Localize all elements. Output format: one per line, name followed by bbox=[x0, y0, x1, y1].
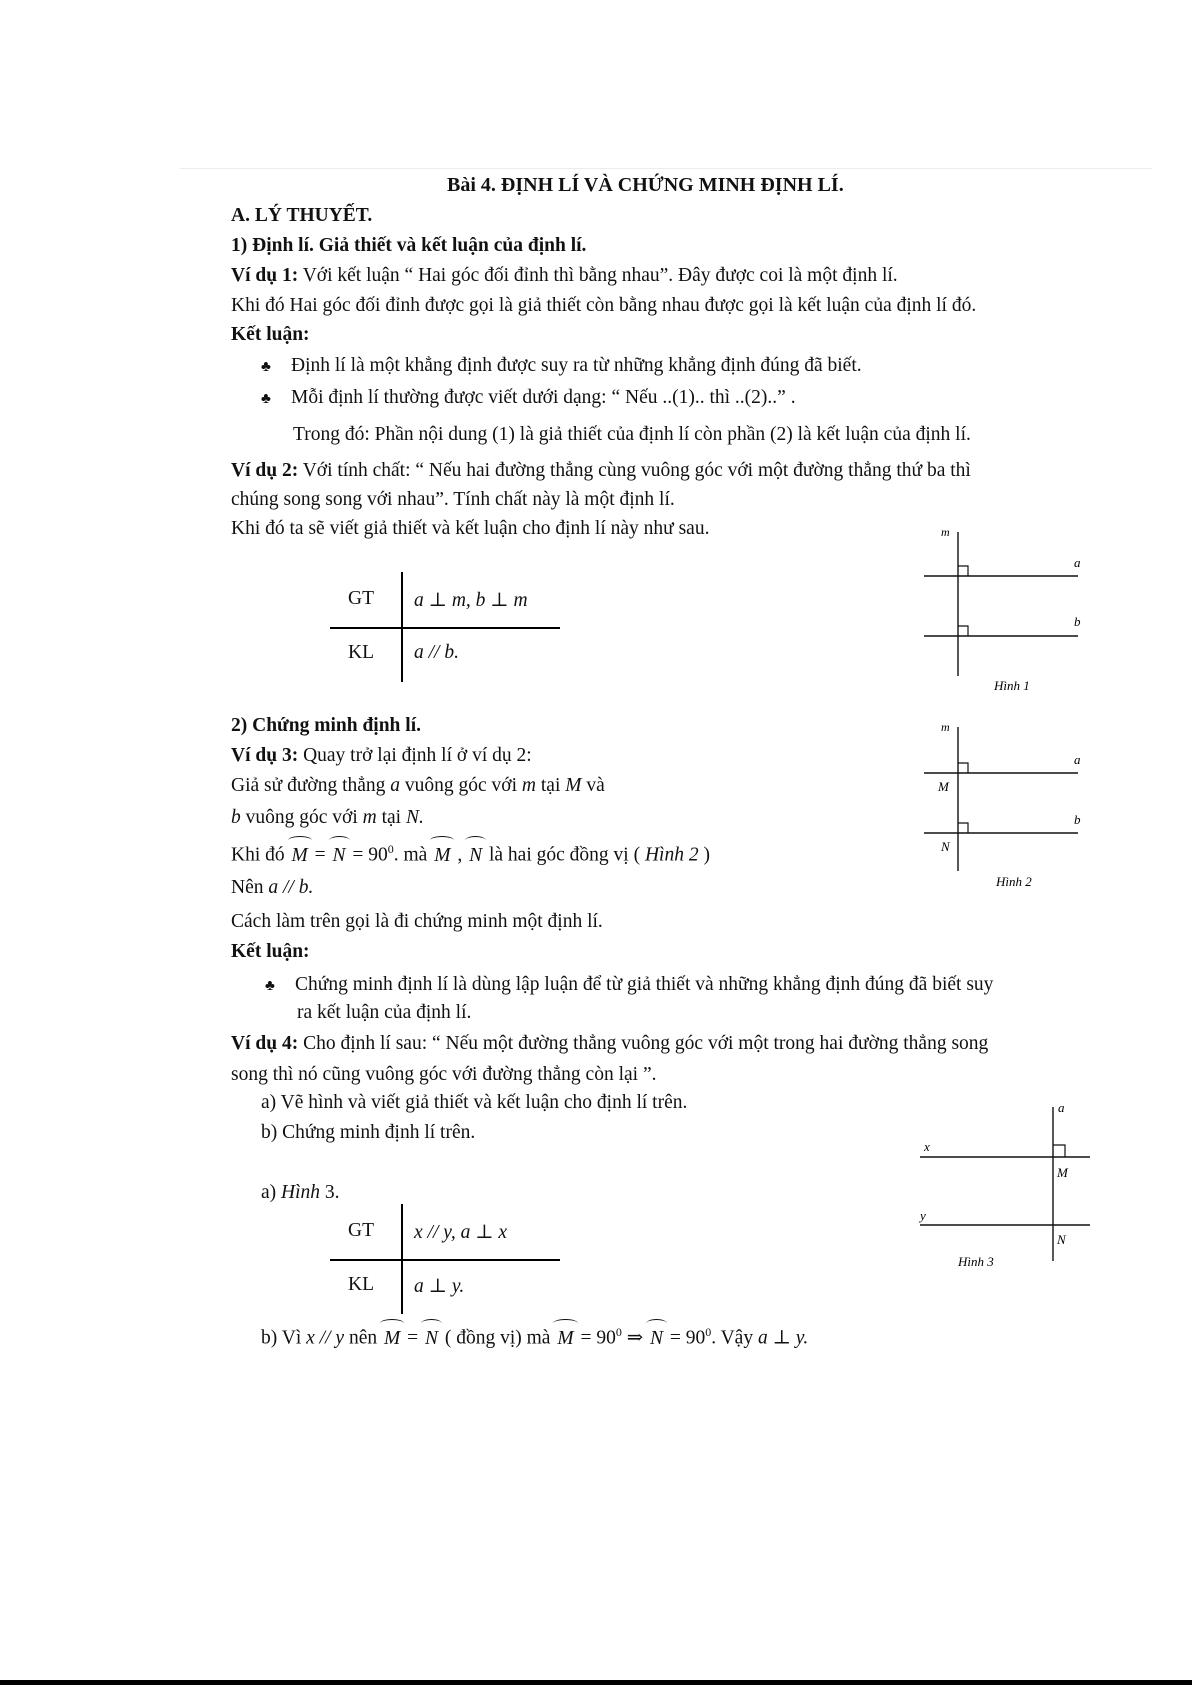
final-statement: a ⊥ y. bbox=[757, 1327, 809, 1349]
label-N: N bbox=[1057, 1232, 1066, 1247]
section-1-heading: 1) Định lí. Giả thiết và kết luận của định lí. bbox=[231, 235, 587, 256]
bullet-1-text: Định lí là một khẳng định được suy ra từ những khẳng định đúng đã biết. bbox=[291, 355, 862, 376]
gt-kl-table-2 bbox=[330, 1204, 560, 1314]
example-2-text: Với tính chất: “ Nếu hai đường thẳng cùng vuông góc với một đường thẳng thứ ba thì bbox=[298, 460, 971, 481]
bullet-2-text: Mỗi định lí thường được viết dưới dạng: “ Nếu ..(1).. thì ..(2)..” . bbox=[291, 387, 796, 408]
example-2-line2: chúng song song với nhau”. Tính chất này là một định lí. bbox=[231, 489, 675, 510]
figure-ref: Hình 2 bbox=[644, 844, 699, 866]
example-3-line3 bbox=[231, 842, 710, 867]
label-m: m bbox=[941, 525, 950, 539]
implies-symbol: ⇒ bbox=[621, 1327, 648, 1349]
bullet-1 bbox=[261, 354, 862, 377]
club-icon: ♣ bbox=[265, 978, 275, 994]
right-angle-mark-a bbox=[958, 763, 968, 773]
angle-N: N bbox=[649, 1327, 663, 1349]
example-3-label: Ví dụ 3: bbox=[231, 745, 299, 766]
kl-value: a // b. bbox=[414, 642, 459, 663]
label-N: N bbox=[941, 839, 950, 854]
text-run: Giả sử đường thẳng bbox=[231, 775, 391, 796]
example-3-line4 bbox=[231, 876, 313, 899]
label-M: M bbox=[938, 779, 949, 794]
figure-1-caption: Hình 1 bbox=[994, 678, 1030, 693]
text-run: , bbox=[452, 844, 468, 866]
kl-label: KL bbox=[348, 1274, 374, 1295]
text-run: = 90 bbox=[575, 1327, 616, 1349]
text-run: Khi đó bbox=[231, 844, 290, 866]
right-angle-mark-b bbox=[958, 823, 968, 833]
bottom-border bbox=[0, 1680, 1192, 1685]
label-M: M bbox=[1057, 1165, 1068, 1180]
label-b: b bbox=[1074, 812, 1081, 827]
label-y: y bbox=[920, 1208, 926, 1223]
example-2-label: Ví dụ 2: bbox=[231, 460, 299, 481]
example-1-line2: Khi đó Hai góc đối đỉnh được gọi là giả thiết còn bằng nhau được gọi là kết luận của định lí đó. bbox=[231, 295, 977, 316]
example-3-line1 bbox=[231, 774, 605, 797]
text-run: = 90 bbox=[664, 1327, 706, 1349]
answer-a bbox=[261, 1181, 340, 1204]
example-1-label: Ví dụ 1: bbox=[231, 265, 299, 286]
label-a: a bbox=[1058, 1100, 1065, 1115]
club-icon: ♣ bbox=[261, 391, 271, 407]
table-divider-horizontal bbox=[330, 1259, 560, 1261]
example-2-line3: Khi đó ta sẽ viết giả thiết và kết luận cho định lí này như sau. bbox=[231, 518, 710, 539]
var-m: m bbox=[521, 775, 537, 796]
text-run: tại bbox=[376, 807, 406, 828]
text-run: = 90 bbox=[347, 844, 388, 866]
text-run: 3. bbox=[320, 1182, 340, 1203]
text-run: ( đồng vị) mà bbox=[439, 1327, 556, 1349]
gt-label: GT bbox=[348, 1220, 374, 1241]
label-a: a bbox=[1074, 752, 1081, 767]
gt-label: GT bbox=[348, 588, 374, 609]
angle-N: N bbox=[332, 844, 346, 866]
gt-kl-table-1 bbox=[330, 572, 560, 682]
conclusion-1-label: Kết luận: bbox=[231, 324, 310, 345]
figure-2 bbox=[910, 715, 1090, 895]
text-run: . Vậy bbox=[711, 1327, 758, 1349]
label-x: x bbox=[924, 1139, 930, 1154]
section-2-heading: 2) Chứng minh định lí. bbox=[231, 715, 421, 736]
example-1-text: Với kết luận “ Hai góc đối đỉnh thì bằng nhau”. Đây được coi là một định lí. bbox=[298, 265, 898, 286]
text-run: = bbox=[309, 844, 331, 866]
angle-M: M bbox=[557, 1327, 574, 1349]
section-a-heading: A. LÝ THUYẾT. bbox=[231, 205, 373, 226]
kl-value: a ⊥ y. bbox=[414, 1276, 465, 1297]
example-3 bbox=[231, 744, 532, 767]
label-m: m bbox=[941, 720, 950, 734]
example-3-line2 bbox=[231, 806, 424, 829]
text-run: b) Vì bbox=[261, 1327, 307, 1349]
bullet-3-line2: ra kết luận của định lí. bbox=[297, 1002, 472, 1023]
question-b: b) Chứng minh định lí trên. bbox=[261, 1122, 476, 1143]
right-angle-mark bbox=[1053, 1145, 1065, 1157]
right-angle-mark-a bbox=[958, 566, 968, 576]
conclusion-2-label: Kết luận: bbox=[231, 941, 310, 962]
angle-M: M bbox=[383, 1327, 401, 1349]
text-run: = bbox=[402, 1327, 423, 1349]
angle-M: M bbox=[291, 844, 308, 866]
club-icon: ♣ bbox=[261, 359, 271, 375]
answer-b bbox=[261, 1325, 808, 1350]
var-b: b bbox=[231, 807, 241, 828]
gt-value: x // y, a ⊥ x bbox=[414, 1222, 508, 1243]
question-a: a) Vẽ hình và viết giả thiết và kết luận cho định lí trên. bbox=[261, 1092, 688, 1113]
where-line: Trong đó: Phần nội dung (1) là giả thiết của định lí còn phần (2) là kết luận của định lí. bbox=[293, 424, 971, 445]
example-4-label: Ví dụ 4: bbox=[231, 1033, 299, 1054]
degree-sup: 0 bbox=[387, 842, 394, 856]
example-4-line2: song thì nó cũng vuông góc với đường thẳng còn lại ”. bbox=[231, 1064, 657, 1085]
page-title: Bài 4. ĐỊNH LÍ VÀ CHỨNG MINH ĐỊNH LÍ. bbox=[447, 174, 844, 196]
example-3-line5: Cách làm trên gọi là đi chứng minh một định lí. bbox=[231, 911, 603, 932]
text-run: và bbox=[581, 775, 605, 796]
figure-3-caption: Hình 3 bbox=[958, 1254, 994, 1269]
example-1 bbox=[231, 264, 898, 287]
bullet-3 bbox=[265, 973, 993, 996]
label-a: a bbox=[1074, 555, 1081, 570]
bullet-2 bbox=[261, 386, 796, 409]
angle-N: N bbox=[424, 1327, 438, 1349]
kl-label: KL bbox=[348, 642, 374, 663]
text-run: là hai góc đồng vị ( bbox=[484, 844, 645, 866]
text-run: nên bbox=[344, 1327, 382, 1349]
parallel-xy: x // y bbox=[306, 1327, 345, 1349]
figure-3 bbox=[910, 1095, 1100, 1275]
var-M: M bbox=[565, 775, 582, 796]
var-m: m bbox=[362, 807, 377, 828]
figure-ref: Hình bbox=[281, 1182, 321, 1203]
text-run: Nên bbox=[231, 877, 269, 898]
gt-value: a ⊥ m, b ⊥ m bbox=[414, 590, 528, 611]
top-divider bbox=[180, 168, 1152, 169]
label-b: b bbox=[1074, 614, 1081, 629]
var-N: N. bbox=[405, 807, 424, 828]
figure-1 bbox=[910, 520, 1090, 700]
parallel-statement: a // b. bbox=[268, 877, 314, 898]
table-divider-horizontal bbox=[330, 627, 560, 629]
angle-M: M bbox=[434, 844, 451, 866]
example-3-text: Quay trở lại định lí ở ví dụ 2: bbox=[298, 745, 532, 766]
bullet-3-text: Chứng minh định lí là dùng lập luận để từ giả thiết và những khẳng định đúng đã biết suy bbox=[295, 974, 994, 995]
right-angle-mark-b bbox=[958, 626, 968, 636]
angle-N: N bbox=[469, 844, 483, 866]
text-run: . mà bbox=[393, 844, 433, 866]
text-run: vuông góc với bbox=[400, 775, 522, 796]
var-a: a bbox=[390, 775, 401, 796]
example-4 bbox=[231, 1032, 988, 1055]
text-run: ) bbox=[698, 844, 710, 866]
example-4-text: Cho định lí sau: “ Nếu một đường thẳng vuông góc với một trong hai đường thẳng song bbox=[298, 1033, 989, 1054]
figure-2-caption: Hình 2 bbox=[996, 874, 1032, 889]
example-2 bbox=[231, 459, 971, 482]
text-run: vuông góc với bbox=[240, 807, 363, 828]
degree-sup: 0 bbox=[615, 1325, 622, 1339]
text-run: a) bbox=[261, 1182, 282, 1203]
degree-sup: 0 bbox=[705, 1325, 712, 1339]
text-run: tại bbox=[536, 775, 566, 796]
